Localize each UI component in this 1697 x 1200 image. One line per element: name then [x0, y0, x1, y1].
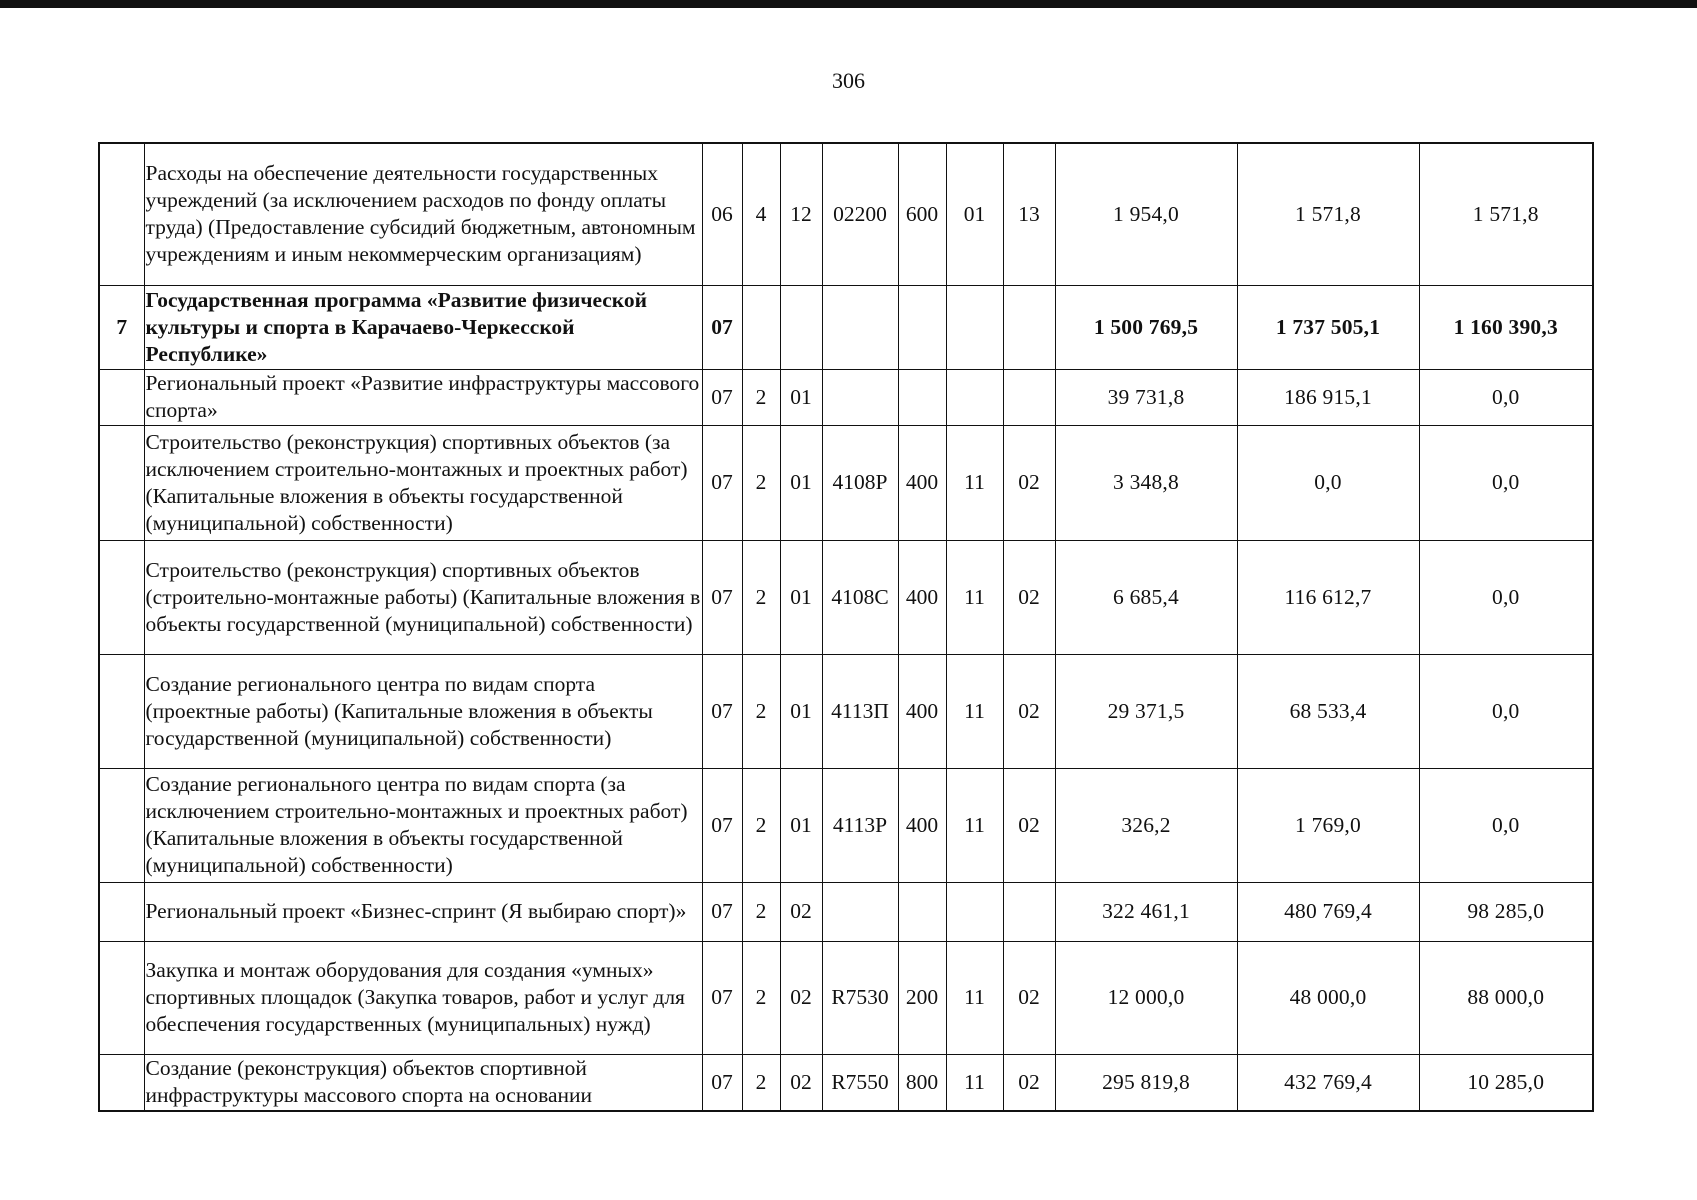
amount-year-3: 88 000,0 — [1419, 941, 1593, 1054]
code-direction: 02 — [780, 941, 822, 1054]
code-subsection: 02 — [1003, 768, 1055, 882]
code-target: 4108С — [822, 540, 898, 654]
amount-year-3: 1 160 390,3 — [1419, 285, 1593, 369]
code-subsection: 02 — [1003, 1054, 1055, 1111]
table-row — [99, 768, 1593, 882]
code-subprogram: 2 — [742, 941, 780, 1054]
amount-year-2: 1 737 505,1 — [1237, 285, 1419, 369]
code-direction: 01 — [780, 654, 822, 768]
code-chapter — [946, 369, 1003, 425]
code-direction: 01 — [780, 425, 822, 540]
code-subprogram: 2 — [742, 540, 780, 654]
table-row — [99, 941, 1593, 1054]
amount-year-3: 0,0 — [1419, 540, 1593, 654]
table-row — [99, 425, 1593, 540]
table-row — [99, 369, 1593, 425]
code-subprogram: 2 — [742, 1054, 780, 1111]
code-chapter: 11 — [946, 768, 1003, 882]
amount-year-2: 186 915,1 — [1237, 369, 1419, 425]
code-expense-type: 600 — [898, 143, 946, 285]
row-description: Расходы на обеспечение деятельности государственных учреждений (за исключением расходов по фонду оплаты труда) (Предоставление субсидий бюджетным, автономным учреждениям и иным некоммерческим организациям) — [144, 143, 702, 285]
code-direction: 01 — [780, 540, 822, 654]
code-subsection: 02 — [1003, 540, 1055, 654]
row-number — [99, 941, 144, 1054]
code-chapter: 11 — [946, 540, 1003, 654]
code-subprogram: 2 — [742, 369, 780, 425]
code-expense-type: 400 — [898, 540, 946, 654]
row-number — [99, 369, 144, 425]
code-direction: 02 — [780, 1054, 822, 1111]
amount-year-2: 1 769,0 — [1237, 768, 1419, 882]
code-target: 4113П — [822, 654, 898, 768]
amount-year-2: 480 769,4 — [1237, 882, 1419, 941]
amount-year-1: 322 461,1 — [1055, 882, 1237, 941]
code-target: R7550 — [822, 1054, 898, 1111]
code-subprogram: 2 — [742, 768, 780, 882]
amount-year-2: 432 769,4 — [1237, 1054, 1419, 1111]
code-section: 07 — [702, 285, 742, 369]
amount-year-1: 1 954,0 — [1055, 143, 1237, 285]
code-direction: 01 — [780, 768, 822, 882]
code-chapter: 11 — [946, 425, 1003, 540]
code-target — [822, 285, 898, 369]
row-description: Региональный проект «Бизнес-спринт (Я выбираю спорт)» — [144, 882, 702, 941]
amount-year-1: 3 348,8 — [1055, 425, 1237, 540]
code-expense-type — [898, 369, 946, 425]
amount-year-2: 1 571,8 — [1237, 143, 1419, 285]
code-section: 07 — [702, 1054, 742, 1111]
amount-year-3: 98 285,0 — [1419, 882, 1593, 941]
table-row — [99, 1054, 1593, 1111]
row-description: Строительство (реконструкция) спортивных объектов (строительно-монтажные работы) (Капитальные вложения в объекты государственной (муниципальной) собственности) — [144, 540, 702, 654]
table-row — [99, 540, 1593, 654]
amount-year-3: 0,0 — [1419, 425, 1593, 540]
amount-year-3: 10 285,0 — [1419, 1054, 1593, 1111]
code-target — [822, 882, 898, 941]
amount-year-2: 0,0 — [1237, 425, 1419, 540]
table-row — [99, 285, 1593, 369]
code-direction — [780, 285, 822, 369]
row-number — [99, 1054, 144, 1111]
code-chapter: 11 — [946, 654, 1003, 768]
budget-table — [98, 142, 1594, 1112]
table-row — [99, 882, 1593, 941]
code-chapter: 01 — [946, 143, 1003, 285]
code-direction: 02 — [780, 882, 822, 941]
code-subsection: 13 — [1003, 143, 1055, 285]
amount-year-2: 116 612,7 — [1237, 540, 1419, 654]
code-expense-type: 400 — [898, 654, 946, 768]
code-expense-type — [898, 285, 946, 369]
code-expense-type: 400 — [898, 768, 946, 882]
row-description: Создание регионального центра по видам спорта (за исключением строительно-монтажных и проектных работ) (Капитальные вложения в объекты государственной (муниципальной) собственности) — [144, 768, 702, 882]
row-description: Государственная программа «Развитие физической культуры и спорта в Карачаево-Черкесской Республике» — [144, 285, 702, 369]
code-section: 07 — [702, 369, 742, 425]
code-expense-type — [898, 882, 946, 941]
amount-year-2: 68 533,4 — [1237, 654, 1419, 768]
row-description: Создание (реконструкция) объектов спортивной инфраструктуры массового спорта на основании — [144, 1054, 702, 1111]
code-expense-type: 400 — [898, 425, 946, 540]
amount-year-1: 29 371,5 — [1055, 654, 1237, 768]
code-section: 07 — [702, 768, 742, 882]
code-section: 07 — [702, 882, 742, 941]
amount-year-3: 0,0 — [1419, 369, 1593, 425]
code-expense-type: 200 — [898, 941, 946, 1054]
amount-year-1: 39 731,8 — [1055, 369, 1237, 425]
code-subsection: 02 — [1003, 941, 1055, 1054]
code-direction: 01 — [780, 369, 822, 425]
amount-year-2: 48 000,0 — [1237, 941, 1419, 1054]
amount-year-3: 0,0 — [1419, 654, 1593, 768]
amount-year-1: 6 685,4 — [1055, 540, 1237, 654]
code-chapter — [946, 285, 1003, 369]
row-number — [99, 143, 144, 285]
code-subprogram: 4 — [742, 143, 780, 285]
code-chapter: 11 — [946, 1054, 1003, 1111]
code-section: 07 — [702, 941, 742, 1054]
page-number: 306 — [832, 68, 865, 93]
code-subsection — [1003, 882, 1055, 941]
code-section: 06 — [702, 143, 742, 285]
amount-year-3: 0,0 — [1419, 768, 1593, 882]
row-number — [99, 425, 144, 540]
code-chapter: 11 — [946, 941, 1003, 1054]
code-subprogram: 2 — [742, 882, 780, 941]
code-subsection: 02 — [1003, 654, 1055, 768]
code-target: 4108Р — [822, 425, 898, 540]
code-target: R7530 — [822, 941, 898, 1054]
row-number — [99, 882, 144, 941]
code-target: 02200 — [822, 143, 898, 285]
code-target: 4113Р — [822, 768, 898, 882]
code-expense-type: 800 — [898, 1054, 946, 1111]
code-direction: 12 — [780, 143, 822, 285]
table-row — [99, 654, 1593, 768]
amount-year-1: 326,2 — [1055, 768, 1237, 882]
table-row — [99, 143, 1593, 285]
amount-year-1: 12 000,0 — [1055, 941, 1237, 1054]
row-number: 7 — [99, 285, 144, 369]
row-description: Строительство (реконструкция) спортивных объектов (за исключением строительно-монтажных и проектных работ) (Капитальные вложения в объекты государственной (муниципальной) собственности) — [144, 425, 702, 540]
code-section: 07 — [702, 540, 742, 654]
row-number — [99, 540, 144, 654]
code-subsection — [1003, 369, 1055, 425]
row-description: Региональный проект «Развитие инфраструктуры массового спорта» — [144, 369, 702, 425]
row-description: Закупка и монтаж оборудования для создания «умных» спортивных площадок (Закупка товаров, работ и услуг для обеспечения государственных (муниципальных) нужд) — [144, 941, 702, 1054]
code-subprogram — [742, 285, 780, 369]
code-section: 07 — [702, 425, 742, 540]
scan-top-edge — [0, 0, 1697, 8]
code-section: 07 — [702, 654, 742, 768]
code-chapter — [946, 882, 1003, 941]
amount-year-3: 1 571,8 — [1419, 143, 1593, 285]
row-number — [99, 654, 144, 768]
row-description: Создание регионального центра по видам спорта (проектные работы) (Капитальные вложения в объекты государственной (муниципальной) собственности) — [144, 654, 702, 768]
code-target — [822, 369, 898, 425]
code-subprogram: 2 — [742, 425, 780, 540]
amount-year-1: 295 819,8 — [1055, 1054, 1237, 1111]
code-subsection: 02 — [1003, 425, 1055, 540]
row-number — [99, 768, 144, 882]
code-subsection — [1003, 285, 1055, 369]
code-subprogram: 2 — [742, 654, 780, 768]
amount-year-1: 1 500 769,5 — [1055, 285, 1237, 369]
